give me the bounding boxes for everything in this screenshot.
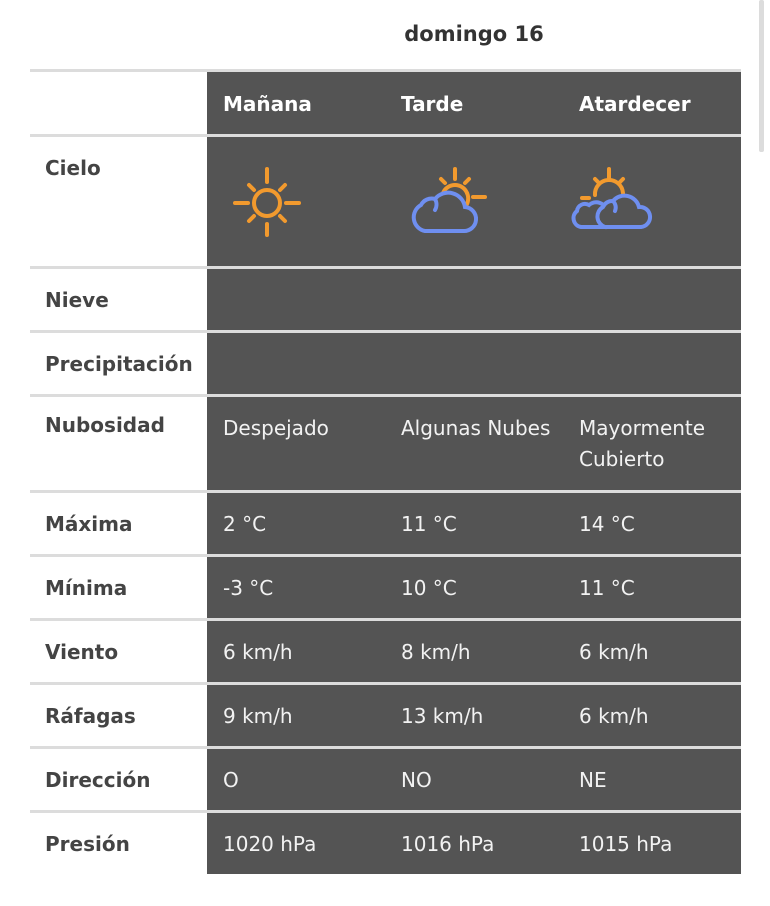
cell-value: 8 km/h <box>385 620 563 684</box>
row-label: Máxima <box>30 492 207 556</box>
cell-value: NE <box>563 748 741 812</box>
table-row-precipitacion <box>30 332 741 396</box>
cell-value <box>207 268 385 332</box>
cell-value <box>563 332 741 396</box>
table-row-nubosidad <box>30 396 741 492</box>
forecast-table <box>30 69 741 874</box>
cell-value: Algunas Nubes <box>385 396 563 492</box>
cell-value <box>385 332 563 396</box>
cell-value: 1016 hPa <box>385 812 563 875</box>
column-header-atardecer: Atardecer <box>563 71 741 136</box>
partly-cloudy-icon <box>405 165 495 237</box>
cell-value <box>385 268 563 332</box>
cell-value: 13 km/h <box>385 684 563 748</box>
row-label: Ráfagas <box>30 684 207 748</box>
cell-value: 6 km/h <box>207 620 385 684</box>
cell-value: 6 km/h <box>563 684 741 748</box>
table-row-cielo <box>30 136 741 268</box>
table-row-minima <box>30 556 741 620</box>
cell-value: 11 °C <box>385 492 563 556</box>
table-row-maxima <box>30 492 741 556</box>
cell-value: O <box>207 748 385 812</box>
header-row <box>30 71 741 136</box>
cell-value: 10 °C <box>385 556 563 620</box>
cell-value: 9 km/h <box>207 684 385 748</box>
sky-cell-atardecer <box>563 136 741 268</box>
row-label: Nieve <box>30 268 207 332</box>
row-label: Viento <box>30 620 207 684</box>
mostly-cloudy-icon <box>569 165 659 237</box>
cell-value: 14 °C <box>563 492 741 556</box>
cell-value: 1020 hPa <box>207 812 385 875</box>
cell-value <box>207 332 385 396</box>
header-empty-cell <box>30 71 207 136</box>
table-row-nieve <box>30 268 741 332</box>
cell-value <box>563 268 741 332</box>
row-label: Dirección <box>30 748 207 812</box>
cell-value: 11 °C <box>563 556 741 620</box>
column-header-tarde: Tarde <box>385 71 563 136</box>
sun-icon <box>233 165 303 237</box>
table-row-viento <box>30 620 741 684</box>
cell-value: 2 °C <box>207 492 385 556</box>
cell-value: 1015 hPa <box>563 812 741 875</box>
cell-value: 6 km/h <box>563 620 741 684</box>
scrollbar[interactable] <box>759 0 764 152</box>
row-label: Mínima <box>30 556 207 620</box>
row-label: Presión <box>30 812 207 875</box>
table-row-rafagas <box>30 684 741 748</box>
sky-cell-tarde <box>385 136 563 268</box>
cell-value: Despejado <box>207 396 385 492</box>
row-label: Cielo <box>30 136 207 268</box>
cell-value: Mayormente Cubierto <box>563 396 741 492</box>
table-row-direccion <box>30 748 741 812</box>
cell-value: -3 °C <box>207 556 385 620</box>
sky-cell-manana <box>207 136 385 268</box>
row-label: Precipitación <box>30 332 207 396</box>
row-label: Nubosidad <box>30 396 207 492</box>
cell-value: NO <box>385 748 563 812</box>
table-row-presion <box>30 812 741 875</box>
day-title: domingo 16 <box>404 22 544 46</box>
column-header-manana: Mañana <box>207 71 385 136</box>
